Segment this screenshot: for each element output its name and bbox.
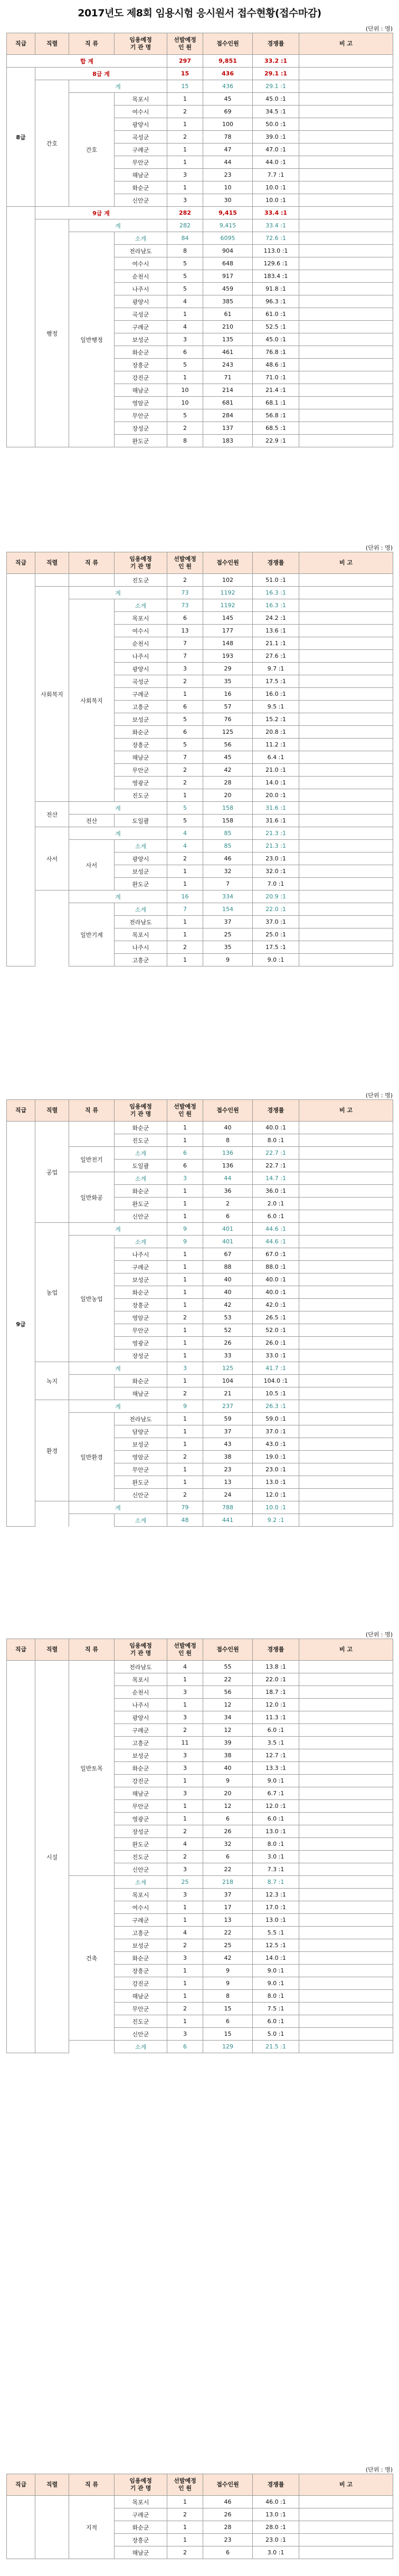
green-sum-row: 녹지 계 3 125 41.7 :1 bbox=[7, 1362, 393, 1375]
table-row: 구례군 1 13 13.0 :1 bbox=[7, 1914, 393, 1927]
table-header: 직급 직렬 직 류 임용예정 기 관 명 선발예정 인 원 접수인원 경쟁률 비 고 bbox=[7, 552, 393, 574]
table-row: 보성군 1 40 40.0 :1 bbox=[7, 1273, 393, 1286]
table-row: 장흥군 1 9 9.0 :1 bbox=[7, 1965, 393, 1977]
table-row: 해남군 1 8 8.0 :1 bbox=[7, 1990, 393, 2003]
mechanic-sub-row: 일반기계 소계 7 154 22.0 :1 bbox=[7, 903, 393, 916]
table-row: 진도군 1 20 20.0 :1 bbox=[7, 789, 393, 802]
table-row: 고흥군 6 57 9.5 :1 bbox=[7, 701, 393, 713]
table-row: 곡성군 2 35 17.5 :1 bbox=[7, 675, 393, 688]
table-row: 무안군 1 52 52.0 :1 bbox=[7, 1324, 393, 1337]
table-row: 광양시 4 385 96.3 :1 bbox=[7, 295, 393, 308]
page-title: 2017년도 제8회 임용시험 응시원서 접수현황(접수마감) bbox=[78, 7, 321, 19]
table-row: 완도군 4 32 8.0 :1 bbox=[7, 1838, 393, 1851]
gen-admin-sub-row: 일반행정 소계 84 6095 72.6 :1 bbox=[7, 232, 393, 245]
table-row: 화순군 1 40 40.0 :1 bbox=[7, 1286, 393, 1299]
table-row: 고흥군 4 22 5.5 :1 bbox=[7, 1927, 393, 1939]
table-row: 목포시 1 25 25.0 :1 bbox=[7, 928, 393, 941]
table-row: 장흥군 5 56 11.2 :1 bbox=[7, 739, 393, 751]
grade9-total-row: 9급 계 282 9,415 33.4 :1 bbox=[7, 207, 393, 219]
table-row: 보성군 3 135 45.0 :1 bbox=[7, 333, 393, 346]
table-row: 장흥군 1 23 23.0 :1 bbox=[7, 2534, 393, 2546]
unit-label: (단위 : 명) bbox=[365, 2466, 393, 2473]
table-row: 9급 공업 화순군 1 40 40.0 :1 bbox=[7, 1122, 393, 1134]
table-row: 완도군 1 13 13.0 :1 bbox=[7, 1476, 393, 1489]
unit-label: (단위 : 명) bbox=[365, 544, 393, 551]
table-row: 진도군 1 8 8.0 :1 bbox=[7, 1134, 393, 1147]
admin-sum-row: 행정 계 282 9,415 33.4 :1 bbox=[7, 219, 393, 232]
table-row: 완도군 1 2 2.0 :1 bbox=[7, 1198, 393, 1210]
table-row: 간호 목포시 1 45 45.0 :1 bbox=[7, 93, 393, 106]
table-row: 나주시 1 67 67.0 :1 bbox=[7, 1248, 393, 1261]
table-row: 해남군 10 214 21.4 :1 bbox=[7, 384, 393, 397]
table-row: 순천시 3 56 18.7 :1 bbox=[7, 1686, 393, 1699]
table-row: 무안군 2 42 21.0 :1 bbox=[7, 764, 393, 777]
table-row: 화순군 3 42 14.0 :1 bbox=[7, 1952, 393, 1965]
table-row: 광양시 3 34 11.3 :1 bbox=[7, 1711, 393, 1724]
table-row: 전라남도 1 37 37.0 :1 bbox=[7, 916, 393, 928]
table-row: 곡성군 2 78 39.0 :1 bbox=[7, 131, 393, 143]
table-row: 구례군 2 12 6.0 :1 bbox=[7, 1724, 393, 1737]
table-row: 영암군 2 38 19.0 :1 bbox=[7, 1451, 393, 1463]
table-row: 장흥군 5 243 48.6 :1 bbox=[7, 359, 393, 371]
table-row: 해남군 2 21 10.5 :1 bbox=[7, 1387, 393, 1400]
grade8-total-row: 8급 8급 계 15 436 29.1 :1 bbox=[7, 68, 393, 80]
table-row: 해남군 3 20 6.7 :1 bbox=[7, 1787, 393, 1800]
table-row: 해남군 2 6 3.0 :1 bbox=[7, 2546, 393, 2559]
table-block-5 bbox=[6, 2474, 393, 2559]
table-row: 목포시 3 37 12.3 :1 bbox=[7, 1889, 393, 1901]
unit-label: (단위 : 명) bbox=[365, 25, 393, 32]
table-row: 여수시 2 69 34.5 :1 bbox=[7, 106, 393, 118]
table-row: 신안군 3 15 5.0 :1 bbox=[7, 2028, 393, 2041]
table-row: 보성군 2 25 12.5 :1 bbox=[7, 1939, 393, 1952]
table-row: 영암군 2 53 26.5 :1 bbox=[7, 1311, 393, 1324]
table-row: 구례군 2 26 13.0 :1 bbox=[7, 2508, 393, 2521]
env-sum-row: 환경 계 9 237 26.3 :1 bbox=[7, 1400, 393, 1413]
table-row: 목포시 1 22 22.0 :1 bbox=[7, 1673, 393, 1686]
table-row: 곡성군 1 61 61.0 :1 bbox=[7, 308, 393, 321]
table-row: 담양군 1 37 37.0 :1 bbox=[7, 1425, 393, 1438]
table-row: 화순군 6 461 76.8 :1 bbox=[7, 346, 393, 359]
table-row: 구례군 1 88 88.0 :1 bbox=[7, 1261, 393, 1273]
table-row: 광양시 2 46 23.0 :1 bbox=[7, 853, 393, 865]
table-row: 신안군 2 24 12.0 :1 bbox=[7, 1489, 393, 1501]
table-row: 영암군 10 681 68.1 :1 bbox=[7, 397, 393, 409]
table-row: 보성군 5 76 15.2 :1 bbox=[7, 713, 393, 726]
table-row: 강진군 1 9 9.0 :1 bbox=[7, 1775, 393, 1787]
table-row: 완도군 1 7 7.0 :1 bbox=[7, 878, 393, 890]
table-block-3 bbox=[6, 1099, 393, 1527]
table-row: 여수시 5 648 129.6 :1 bbox=[7, 257, 393, 270]
table-row: 전산 도일괄 5 158 31.6 :1 bbox=[7, 815, 393, 827]
table-block-2 bbox=[6, 552, 393, 966]
table-row: 시설 일반토목 전라남도 4 55 13.8 :1 bbox=[7, 1661, 393, 1673]
table-row: 해남군 7 45 6.4 :1 bbox=[7, 751, 393, 764]
table-row: 진도군 2 6 3.0 :1 bbox=[7, 1851, 393, 1863]
elec-sub-row: 일반전기 소계 6 136 22.7 :1 bbox=[7, 1147, 393, 1160]
table-row: 나주시 5 459 91.8 :1 bbox=[7, 283, 393, 295]
table-row: 장성군 2 26 13.0 :1 bbox=[7, 1825, 393, 1838]
table-row: 장흥군 1 42 42.0 :1 bbox=[7, 1299, 393, 1311]
table-row: 강진군 1 9 9.0 :1 bbox=[7, 1977, 393, 1990]
librarian-sub-row: 사서 소계 4 85 21.3 :1 bbox=[7, 840, 393, 853]
next-sub-row: 소계 6 129 21.5 :1 bbox=[7, 2041, 393, 2053]
table-row: 화순군 1 10 10.0 :1 bbox=[7, 181, 393, 194]
table-row: 해남군 3 23 7.7 :1 bbox=[7, 169, 393, 181]
table-row: 장성군 2 137 68.5 :1 bbox=[7, 422, 393, 435]
table-row: 영광군 1 6 6.0 :1 bbox=[7, 1813, 393, 1825]
table-block-1 bbox=[6, 33, 393, 447]
table-row: 무안군 2 15 7.5 :1 bbox=[7, 2003, 393, 2015]
table-row: 보성군 1 32 32.0 :1 bbox=[7, 865, 393, 878]
table-row: 순천시 7 148 21.1 :1 bbox=[7, 637, 393, 650]
table-row: 화순군 1 36 36.0 :1 bbox=[7, 1185, 393, 1198]
table-row: 화순군 3 40 13.3 :1 bbox=[7, 1762, 393, 1775]
table-row: 강진군 1 71 71.0 :1 bbox=[7, 371, 393, 384]
table-row: 나주시 1 12 12.0 :1 bbox=[7, 1699, 393, 1711]
table-row: 장성군 1 33 33.0 :1 bbox=[7, 1349, 393, 1362]
table-row: 도일괄 6 136 22.7 :1 bbox=[7, 1160, 393, 1172]
table-row: 광양시 1 100 50.0 :1 bbox=[7, 118, 393, 131]
table-row: 신안군 3 22 7.3 :1 bbox=[7, 1863, 393, 1876]
table-row: 무안군 1 44 44.0 :1 bbox=[7, 156, 393, 169]
table-header: 직급 직렬 직 류 임용예정 기 관 명 선발예정 인 원 접수인원 경쟁률 비 고 bbox=[7, 2474, 393, 2496]
chem-sub-row: 일반화공 소계 3 44 14.7 :1 bbox=[7, 1172, 393, 1185]
table-row: 일반환경 전라남도 1 59 59.0 :1 bbox=[7, 1413, 393, 1425]
unit-label: (단위 : 명) bbox=[365, 1092, 393, 1099]
table-row: 나주시 7 193 27.6 :1 bbox=[7, 650, 393, 663]
table-row: 화순군 1 104 104.0 :1 bbox=[7, 1375, 393, 1387]
table-row: 고흥군 1 9 9.0 :1 bbox=[7, 954, 393, 966]
table-header: 직급 직렬 직 류 임용예정 기 관 명 선발예정 인 원 접수인원 경쟁률 비 고 bbox=[7, 33, 393, 55]
table-header: 직급 직렬 직 류 임용예정 기 관 명 선발예정 인 원 접수인원 경쟁률 비 고 bbox=[7, 1100, 393, 1122]
table-row: 화순군 6 125 20.8 :1 bbox=[7, 726, 393, 739]
librarian-sum-row: 사서 계 4 85 21.3 :1 bbox=[7, 827, 393, 840]
agri-sum-row: 농업 계 9 401 44.6 :1 bbox=[7, 1223, 393, 1236]
table-row: 전라남도 8 904 113.0 :1 bbox=[7, 245, 393, 257]
table-row: 무안군 1 12 12.0 :1 bbox=[7, 1800, 393, 1813]
mechanic-sum-row: 계 16 334 20.9 :1 bbox=[7, 890, 393, 903]
table-header: 직급 직렬 직 류 임용예정 기 관 명 선발예정 인 원 접수인원 경쟁률 비 고 bbox=[7, 1639, 393, 1661]
facility-sum-row: 계 79 788 10.0 :1 bbox=[7, 1501, 393, 1514]
grand-total-row: 합 계 297 9,851 33.2 :1 bbox=[7, 55, 393, 68]
table-row: 보성군 3 38 12.7 :1 bbox=[7, 1749, 393, 1762]
table-row: 완도군 8 183 22.9 :1 bbox=[7, 435, 393, 447]
table-row: 보성군 1 43 43.0 :1 bbox=[7, 1438, 393, 1451]
table-row: 고흥군 11 39 3.5 :1 bbox=[7, 1737, 393, 1749]
table-row: 광양시 3 29 9.7 :1 bbox=[7, 663, 393, 675]
table-row: 신안군 1 6 6.0 :1 bbox=[7, 1210, 393, 1223]
table-row: 순천시 5 917 183.4 :1 bbox=[7, 270, 393, 283]
unit-label: (단위 : 명) bbox=[365, 1631, 393, 1638]
table-row: 진도군 2 102 51.0 :1 bbox=[7, 574, 393, 587]
table-row: 지적 목포시 1 46 46.0 :1 bbox=[7, 2496, 393, 2508]
table-row: 나주시 2 35 17.5 :1 bbox=[7, 941, 393, 954]
table-row: 구례군 1 47 47.0 :1 bbox=[7, 143, 393, 156]
table-row: 목포시 6 145 24.2 :1 bbox=[7, 612, 393, 625]
facility-sub-row: 소계 48 441 9.2 :1 bbox=[7, 1514, 393, 1527]
welfare-sum-row: 사회복지 계 73 1192 16.3 :1 bbox=[7, 587, 393, 599]
agri-sub-row: 일반농업 소계 9 401 44.6 :1 bbox=[7, 1236, 393, 1248]
welfare-sub-row: 사회복지 소계 73 1192 16.3 :1 bbox=[7, 599, 393, 612]
table-row: 영광군 2 28 14.0 :1 bbox=[7, 777, 393, 789]
arch-sub-row: 건축 소계 25 218 8.7 :1 bbox=[7, 1876, 393, 1889]
table-row: 무안군 5 284 56.8 :1 bbox=[7, 409, 393, 422]
table-row: 구례군 1 16 16.0 :1 bbox=[7, 688, 393, 701]
table-block-4 bbox=[6, 1639, 393, 2053]
table-row: 영광군 1 26 26.0 :1 bbox=[7, 1337, 393, 1349]
computer-sum-row: 전산 계 5 158 31.6 :1 bbox=[7, 802, 393, 815]
table-row: 여수시 1 17 17.0 :1 bbox=[7, 1901, 393, 1914]
table-row: 구례군 4 210 52.5 :1 bbox=[7, 321, 393, 333]
table-row: 화순군 1 28 28.0 :1 bbox=[7, 2521, 393, 2534]
table-row: 진도군 1 6 6.0 :1 bbox=[7, 2015, 393, 2028]
table-row: 여수시 13 177 13.6 :1 bbox=[7, 625, 393, 637]
nurse-sum-row: 간호 계 15 436 29.1 :1 bbox=[7, 80, 393, 93]
table-row: 무안군 1 23 23.0 :1 bbox=[7, 1463, 393, 1476]
table-row: 신안군 3 30 10.0 :1 bbox=[7, 194, 393, 207]
